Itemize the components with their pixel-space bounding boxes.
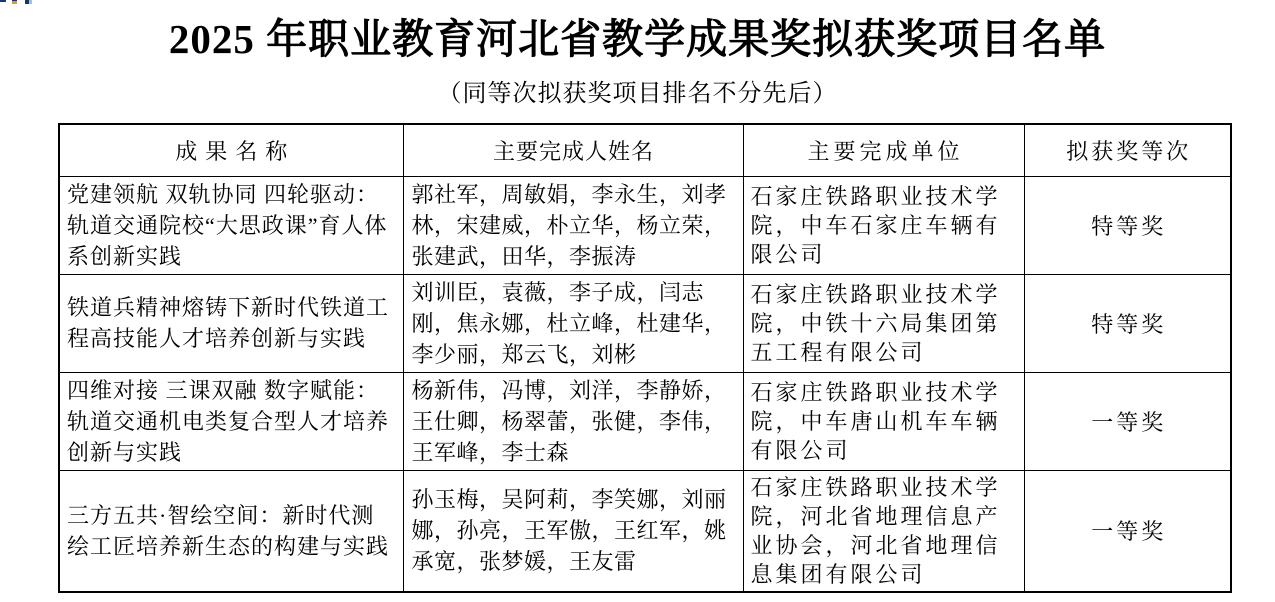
cell-people: 孙玉梅，吴阿莉，李笑娜，刘丽娜，孙亮，王军傲，王红军，姚承宽，张梦媛，王友雷	[403, 470, 743, 592]
col-header-org: 主要完成单位	[743, 124, 1024, 176]
table-row	[59, 176, 1231, 274]
cell-achievement: 党建领航 双轨协同 四轮驱动：轨道交通院校“大思政课”育人体系创新实践	[59, 176, 403, 274]
cutoff-artifact	[0, 0, 6, 2]
cell-achievement: 铁道兵精神熔铸下新时代铁道工程高技能人才培养创新与实践	[59, 274, 403, 372]
table-row	[59, 274, 1231, 372]
col-header-people: 主要完成人姓名	[403, 124, 743, 176]
cutoff-artifact	[29, 0, 32, 4]
cell-achievement: 三方五共·智绘空间：新时代测绘工匠培养新生态的构建与实践	[59, 470, 403, 592]
table-row	[59, 470, 1231, 592]
cutoff-artifact	[12, 0, 17, 4]
cell-award: 一等奖	[1024, 470, 1231, 592]
page-title: 2025 年职业教育河北省教学成果奖拟获奖项目名单	[168, 16, 1107, 62]
cell-people: 杨新伟，冯博，刘洋，李静娇，王仕卿，杨翠蕾，张健，李伟，王军峰，李士森	[403, 372, 743, 470]
cell-award: 特等奖	[1024, 176, 1231, 274]
awards-table	[58, 123, 1232, 593]
col-header-award: 拟获奖等次	[1024, 124, 1231, 176]
cell-people: 郭社军，周敏娟，李永生，刘孝林，宋建威，朴立华，杨立荣，张建武，田华，李振涛	[403, 176, 743, 274]
table-row	[59, 372, 1231, 470]
cell-achievement: 四维对接 三课双融 数字赋能：轨道交通机电类复合型人才培养创新与实践	[59, 372, 403, 470]
cell-award: 一等奖	[1024, 372, 1231, 470]
cell-org: 石家庄铁路职业技术学院，中车唐山机车车辆有限公司	[743, 372, 1024, 470]
table-header-row	[59, 124, 1231, 176]
cell-award: 特等奖	[1024, 274, 1231, 372]
cell-people: 刘训臣，袁薇，李子成，闫志刚，焦永娜，杜立峰，杜建华，李少丽，郑云飞，刘彬	[403, 274, 743, 372]
cell-org: 石家庄铁路职业技术学院，河北省地理信息产业协会，河北省地理信息集团有限公司	[743, 470, 1024, 592]
page-subtitle: （同等次拟获奖项目排名不分先后）	[437, 81, 838, 107]
cell-org: 石家庄铁路职业技术学院，中车石家庄车辆有限公司	[743, 176, 1024, 274]
cell-org: 石家庄铁路职业技术学院，中铁十六局集团第五工程有限公司	[743, 274, 1024, 372]
col-header-achievement: 成果名称	[59, 124, 403, 176]
